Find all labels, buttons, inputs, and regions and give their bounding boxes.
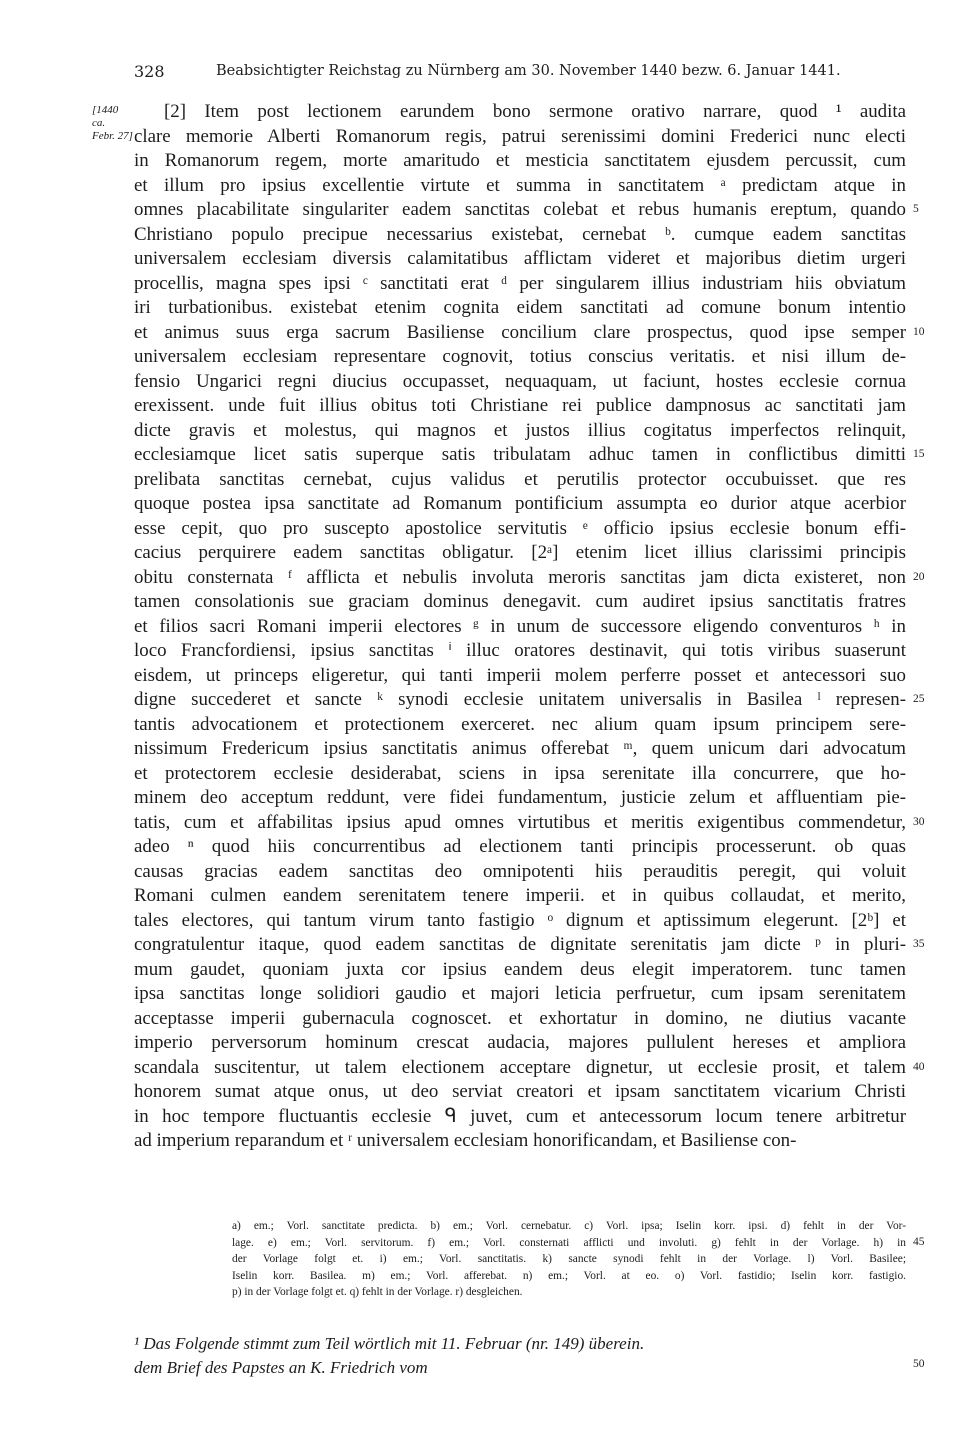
textual-variants — [232, 1218, 906, 1301]
text-line: honorem sumat atque onus, ut deo serviat creatori et ipsam sanctitatem vicarium Christi — [134, 1081, 906, 1102]
variant-line: lage. e) em.; Vorl. servitorum. f) em.; Vorl. consternati afflicti und involuti. g) fehlt in der Vorlage. h) in — [232, 1236, 906, 1249]
text-line: et illum pro ipsius excellentie virtute et summa in sanctitatem ᵃ predictam atque in — [134, 174, 906, 196]
text-line: adeo ⁿ quod hiis concurrentibus ad electionem tanti principis processerunt. ob quas — [134, 836, 906, 857]
variant-line: der Vorlage folgt et. i) em.; Vorl. sanctitatis. k) sancte synodi fehlt in der Vorlage. l) Vorl. Basilee; — [232, 1253, 906, 1265]
text-line: tales electores, qui tantum virum tanto fastigio ᵒ dignum et aptissimum elegerunt. [2ᵇ] et — [134, 909, 906, 931]
text-line: universalem ecclesiam representare cognovit, totius conscius veritatis. et nisi illum de- — [134, 346, 906, 367]
line-number: 30 — [913, 815, 925, 828]
text-line: fensio Ungarici regni diucius occupasset, nequaquam, ut faciunt, hostes ecclesie cornua — [134, 370, 906, 392]
text-line: et filios sacri Romani imperii electores ᵍ in unum de successore eligendo conventuros ʰ in — [134, 615, 906, 637]
text-line: tatis, cum et affabilitas ipsius apud omnes virtutibus et meritis exigentibus commendetur, — [134, 811, 906, 833]
text-line: omnes placabilitate singulariter eadem sanctitas colebat et rebus humanis ereptum, quando — [134, 199, 906, 220]
text-line: cacius perquirere eadem sanctitas obligatur. [2ᵃ] etenim licet illius clarissimi principis — [134, 542, 906, 563]
footnote-line: ¹ Das Folgende stimmt zum Teil wörtlich mit 11. Februar (nr. 149) überein. — [134, 1334, 645, 1353]
text-line: erexissent. unde fuit illius obitus toti Christiane rei publice dampnosus ac sanctitati jam — [134, 395, 906, 416]
line-number: 50 — [913, 1358, 925, 1370]
text-line: clare memorie Alberti Romanorum regis, patrui serenissimi domini Frederici nunc electi — [134, 125, 906, 147]
variant-line: p) in der Vorlage folgt et. q) fehlt in der Vorlage. r) desgleichen. — [232, 1286, 523, 1298]
text-line: iri turbationibus. existebat etenim cognita eidem sanctitati ad comune bonum intentio — [134, 297, 906, 318]
variant-line: a) em.; Vorl. sanctitate predicta. b) em.; Vorl. cernebatur. c) Vorl. ipsa; Iselin korr. ipsi. d) fehlt in der Vor- — [232, 1220, 906, 1232]
text-line: prelibata sanctitas cernebat, cujus validus et perutilis protector occubuisset. que res — [134, 468, 906, 490]
line-number: 40 — [913, 1060, 925, 1073]
text-line: Romani culmen eandem serenitatem tenere imperii. et in quibus collaudat, et merito, — [134, 885, 906, 906]
text-line: loco Francfordiensi, ipsius sanctitas ⁱ illuc oratores destinavit, qui totis viribus suaserunt — [134, 640, 906, 661]
footnote — [134, 1332, 774, 1380]
text-line: obitu consternata ᶠ afflicta et nebulis involuta meroris sanctitas jam dicta existeret, non — [134, 566, 906, 588]
margin-date-day: Febr. 27] — [92, 130, 133, 142]
text-line: acceptasse imperii gubernacula cognoscet. et exhortatur in domino, ne diutius vacante — [134, 1007, 906, 1029]
text-line: et protectorem ecclesie desiderabat, sciens in ipsa serenitate illa concurrere, que ho- — [134, 762, 906, 784]
text-line: quoque postea ipsa sanctitate ad Romanum pontificium assumpta eo durior atque acerbior — [134, 493, 906, 514]
running-title: Beabsichtigter Reichstag zu Nürnberg am 30. November 1440 bezw. 6. Januar 1441. — [216, 63, 841, 79]
line-number: 45 — [913, 1235, 925, 1248]
text-line: nissimum Fredericum ipsius sanctitatis animus offerebat ᵐ, quem unicum dari advocatum — [134, 738, 906, 759]
text-line: procellis, magna spes ipsi ᶜ sanctitati erat ᵈ per singularem illius industriam hiis obviatum — [134, 272, 906, 294]
text-line: [2] Item post lectionem earundem bono sermone orativo narrare, quod ¹ audita — [164, 101, 906, 122]
margin-date-year: [1440 — [92, 104, 119, 116]
text-line: in hoc tempore fluctuantis ecclesie ᑫ juvet, cum et antecessorum locum tenere arbitretur — [134, 1105, 906, 1127]
text-line: causas gracias eadem sanctitas deo omnipotenti hiis perauditis peregit, qui voluit — [134, 860, 906, 882]
text-line: tamen consolationis sue graciam dominus denegavit. cum audiret ipsius sanctitatis fratres — [134, 591, 906, 612]
line-number: 35 — [913, 938, 925, 950]
line-number: 10 — [913, 325, 925, 338]
text-line: Christiano populo precipue necessarius existebat, cernebat ᵇ. cumque eadem sanctitas — [134, 223, 906, 245]
text-line: digne succederet et sancte ᵏ synodi ecclesie unitatem universalis in Basilea ˡ represen- — [134, 689, 906, 710]
margin-date — [92, 104, 134, 143]
text-line: imperio perversorum hominum crescat audacia, majores pullulent hereses et ampliora — [134, 1032, 906, 1053]
text-line: ipsa sanctitas longe solidiori gaudio et majori leticia perfruetur, cum ipsam serenitatem — [134, 983, 906, 1004]
page-number: 328 — [134, 62, 165, 81]
line-number: 15 — [913, 448, 925, 460]
text-line: congratulentur itaque, quod eadem sanctitas de dignitate serenitatis jam dicte ᵖ in pluri- — [134, 934, 906, 955]
footnote-line: dem Brief des Papstes an K. Friedrich vom — [134, 1358, 428, 1377]
text-line: dicte gravis et molestus, qui magnos et justos illius cogitatus imperfectos relinquit, — [134, 419, 906, 441]
running-head — [134, 62, 904, 84]
text-line: et animus suus erga sacrum Basiliense concilium clare prospectus, quod ipse semper — [134, 321, 906, 343]
line-number: 5 — [913, 203, 919, 215]
text-line: ad imperium reparandum et ʳ universalem ecclesiam honorificandam, et Basiliense con- — [134, 1130, 797, 1151]
line-number: 20 — [913, 570, 925, 583]
variant-line: Iselin korr. Basilea. m) em.; Vorl. afferebat. n) em.; Vorl. at eo. o) Vorl. fastidio; Iselin korr. fastigio. — [232, 1269, 906, 1282]
text-line: mum gaudet, quoniam juxta cor ipsius eandem deus elegit imperatorem. tunc tamen — [134, 958, 906, 980]
text-line: in Romanorum regem, morte amaritudo et mesticia sanctitatem ejusdem percussit, cum — [134, 150, 906, 171]
text-line: esse cepit, quo pro suscepto apostolice servitutis ᵉ officio ipsius ecclesie bonum effi- — [134, 517, 906, 539]
text-line: ecclesiamque licet satis superque satis tribulatam adhuc tamen in conflictibus dimitti — [134, 444, 906, 465]
text-line: tantis advocationem et protectionem exerceret. nec alium quam ipsum principem sere- — [134, 713, 906, 735]
text-line: universalem ecclesiam diversis calamitatibus afflictam videret et majoribus dietim urgeri — [134, 248, 906, 269]
text-line: eisdem, ut princeps eligeretur, qui tanti imperii molem perferre posset et antecessori suo — [134, 664, 906, 686]
margin-date-circa: ca. — [92, 117, 106, 129]
main-text — [134, 100, 906, 1154]
line-number: 25 — [913, 693, 925, 705]
text-line: minem deo acceptum reddunt, vere fidei fundamentum, justicie zelum et affluentiam pie- — [134, 787, 906, 808]
text-line: scandala suscitentur, ut talem electionem acceptare dignetur, ut ecclesie prosit, et talem — [134, 1056, 906, 1078]
